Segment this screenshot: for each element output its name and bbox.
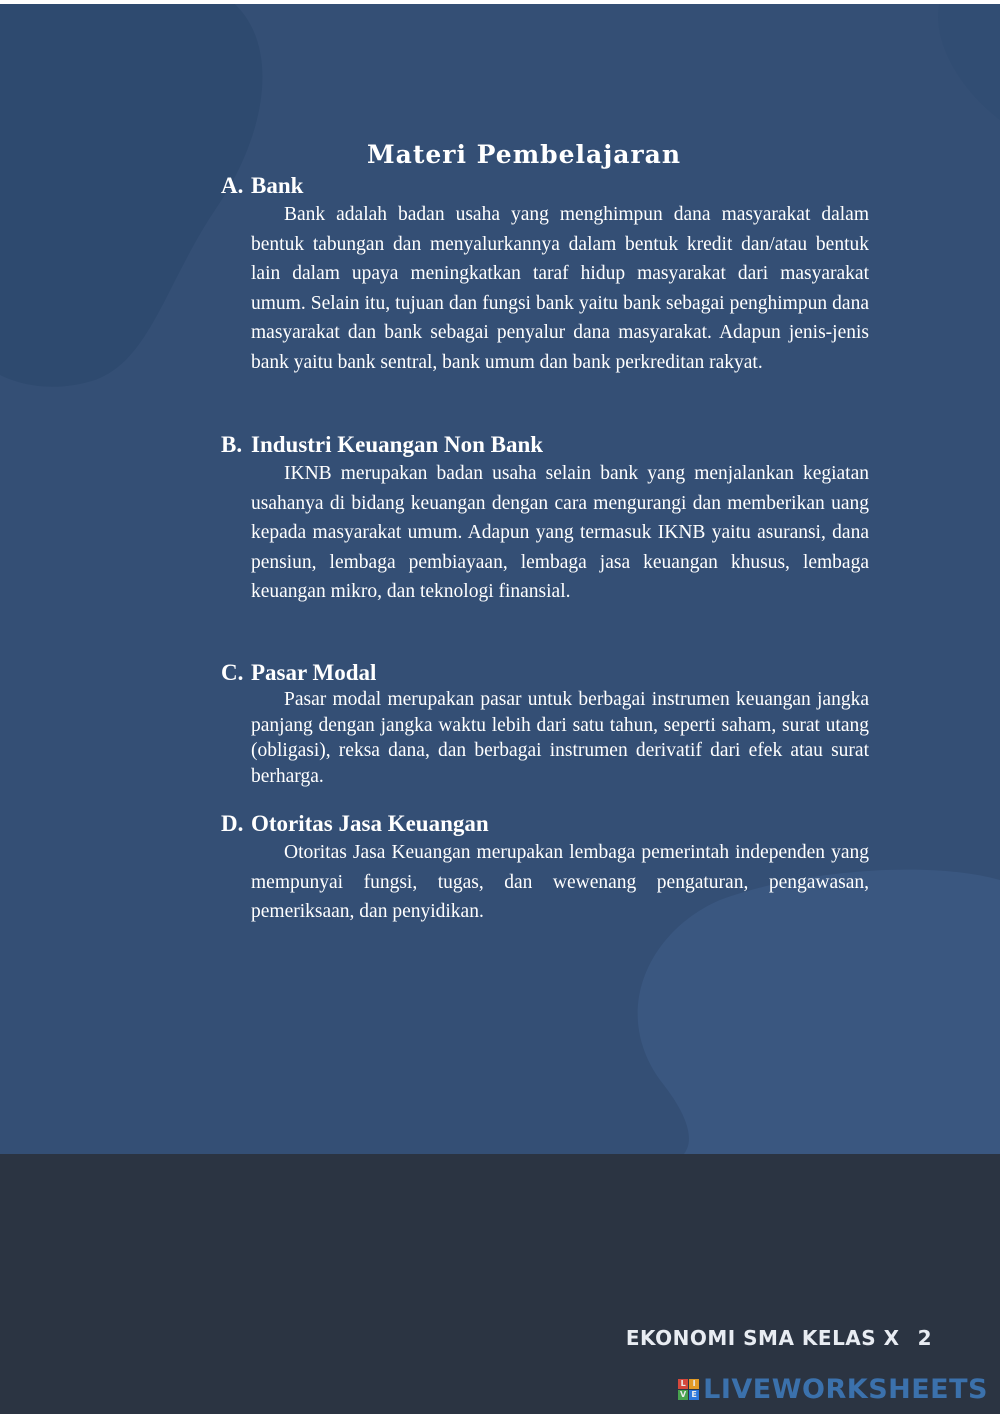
section-heading	[221, 659, 869, 687]
section-letter: C.	[221, 660, 244, 685]
background-blob-top-right	[938, 0, 1000, 120]
section-body: Pasar modal merupakan pasar untuk berbagai instrumen keuangan jangka panjang dengan jangka waktu lebih dari satu tahun, seperti saham, surat utang (obligasi), reksa dana, dan berbagai instrumen derivatif dari efek atau surat berharga.	[251, 689, 869, 787]
section-heading	[221, 172, 869, 200]
page-title: Materi Pembelajaran	[366, 140, 682, 169]
section-body: IKNB merupakan badan usaha selain bank yang menjalankan kegiatan usahanya di bidang keuangan dengan cara mengurangi dan memberikan uang kepada masyarakat umum. Adapun yang termasuk IKNB yaitu asuransi, dana pensiun, lembaga pembiayaan, lembaga jasa keuangan khusus, lembaga keuangan mikro, dan teknologi finansial.	[251, 463, 869, 602]
section-title: Industri Keuangan Non Bank	[251, 432, 544, 457]
section-title: Bank	[251, 173, 304, 198]
section-letter: D.	[221, 811, 244, 836]
section-ojk	[221, 810, 869, 927]
logo-letter: I	[689, 1379, 699, 1389]
section-letter: A.	[221, 173, 244, 198]
page-number: 2	[917, 1326, 932, 1350]
section-pasar-modal	[221, 659, 869, 789]
logo-letter: V	[680, 1390, 687, 1399]
section-bank	[221, 172, 869, 377]
section-title: Pasar Modal	[251, 660, 377, 685]
footer-label	[626, 1326, 932, 1350]
section-title: Otoritas Jasa Keuangan	[251, 811, 489, 836]
section-letter: B.	[221, 432, 243, 457]
watermark-text: LIVEWORKSHEETS	[703, 1374, 988, 1405]
section-body: Otoritas Jasa Keuangan merupakan lembaga pemerintah independen yang mempunyai fungsi, tugas, dan wewenang pengaturan, pengawasan, pemeriksaan, dan penyidikan.	[251, 842, 869, 922]
section-heading	[221, 431, 869, 459]
section-iknb	[221, 431, 869, 607]
watermark[interactable]	[678, 1374, 988, 1405]
liveworksheets-logo-icon	[678, 1379, 699, 1400]
section-body: Bank adalah badan usaha yang menghimpun dana masyarakat dalam bentuk tabungan dan menyalurkannya dalam bentuk kredit dan/atau bentuk lain dalam upaya meningkatkan taraf hidup masyarakat dari masyarakat umum. Selain itu, tujuan dan fungsi bank yaitu bank sebagai penghimpun dana masyarakat dan bank sebagai penyalur dana masyarakat. Adapun jenis-jenis bank yaitu bank sentral, bank umum dan bank perkreditan rakyat.	[251, 204, 869, 373]
footer-subject: EKONOMI SMA KELAS X	[625, 1326, 900, 1350]
logo-letter: L	[678, 1379, 688, 1389]
section-heading	[221, 810, 869, 838]
page-edge	[0, 0, 1000, 4]
logo-letter: E	[689, 1390, 699, 1400]
